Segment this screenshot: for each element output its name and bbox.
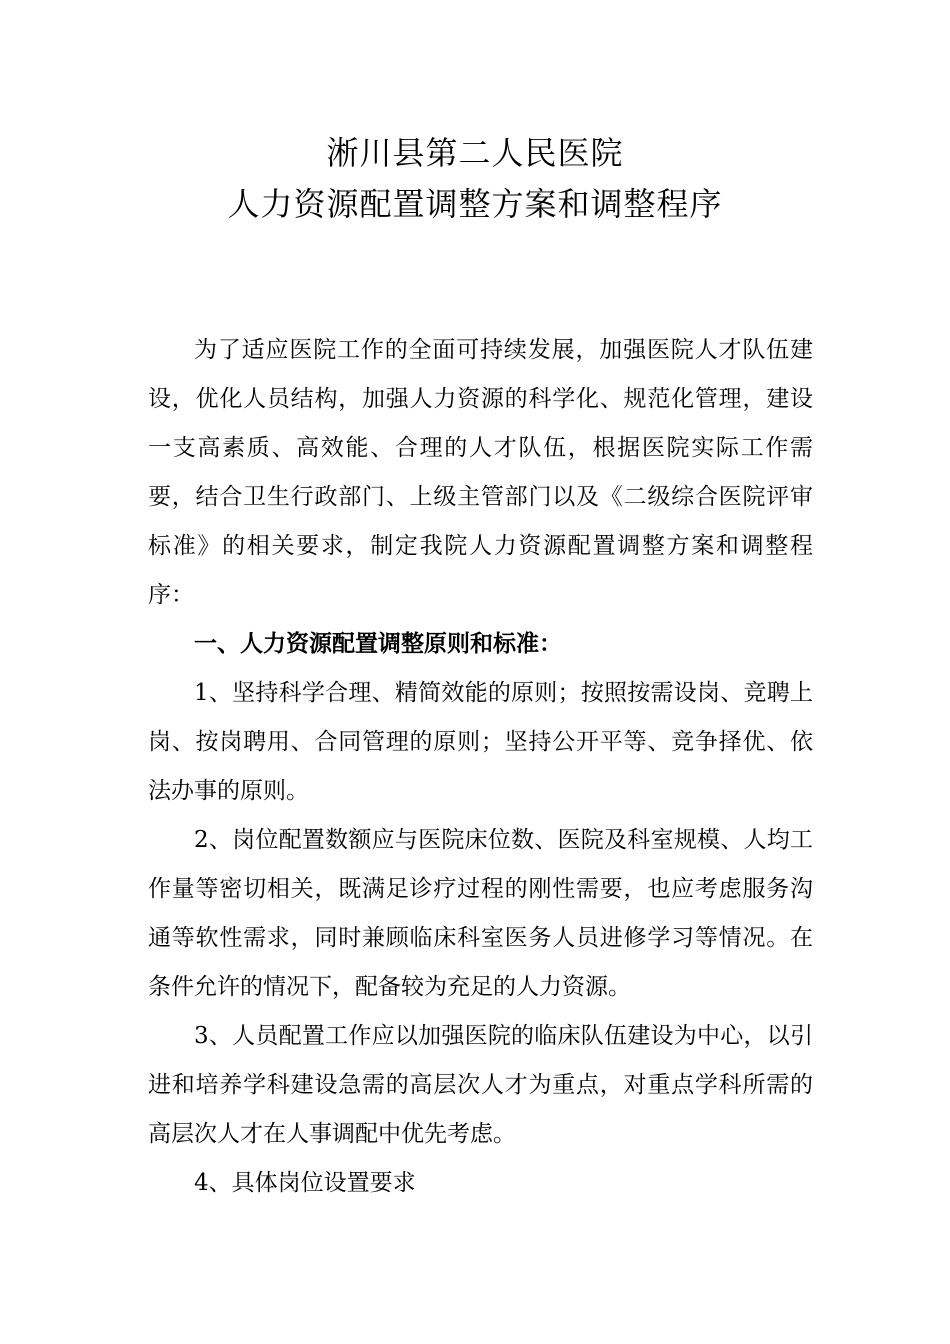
list-item: 1、坚持科学合理、精简效能的原则；按照按需设岗、竞聘上岗、按岗聘用、合同管理的原则；坚持公开平等、竞争择优、依法办事的原则。 [148,680,813,804]
document-title-line2: 人力资源配置调整方案和调整程序 [227,185,723,223]
list-item: 3、人员配置工作应以加强医院的临床队伍建设为中心，以引进和培养学科建设急需的高层次人才为重点，对重点学科所需的高层次人才在人事调配中优先考虑。 [148,1023,813,1147]
intro-paragraph: 为了适应医院工作的全面可持续发展，加强医院人才队伍建设，优化人员结构，加强人力资源的科学化、规范化管理，建设一支高素质、高效能、合理的人才队伍，根据医院实际工作需要，结合卫生行政部门、上级主管部门以及《二级综合医院评审标准》的相关要求，制定我院人力资源配置调整方案和调整程序： [148,337,813,608]
document-body [148,326,813,1208]
list-item: 4、具体岗位设置要求 [194,1170,416,1196]
list-item: 2、岗位配置数额应与医院床位数、医院及科室规模、人均工作量等密切相关，既满足诊疗过程的刚性需要，也应考虑服务沟通等软性需求，同时兼顾临床科室医务人员进修学习等情况。在条件允许的情况下，配备较为充足的人力资源。 [148,827,813,1000]
document-title-line1: 淅川县第二人民医院 [326,134,624,172]
section-heading: 一、人力资源配置调整原则和标准： [194,631,562,657]
